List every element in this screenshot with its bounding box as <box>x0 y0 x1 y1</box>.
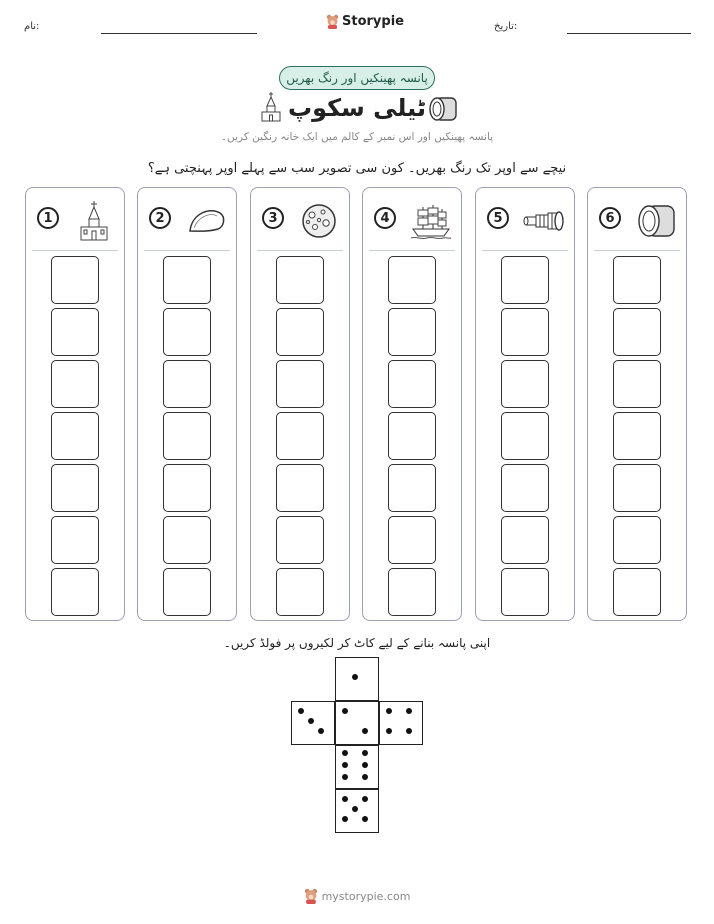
color-box[interactable] <box>388 360 436 408</box>
dice-pip <box>342 816 348 822</box>
date-label: تاریخ: <box>494 21 518 32</box>
column-divider <box>369 250 455 251</box>
dice-face-4 <box>379 701 423 745</box>
lens-title-icon <box>428 96 458 122</box>
dice-pip <box>298 708 304 714</box>
brand-name: Storypie <box>342 14 404 29</box>
color-box[interactable] <box>501 516 549 564</box>
color-box[interactable] <box>613 516 661 564</box>
color-box[interactable] <box>501 412 549 460</box>
dice-pip <box>342 796 348 802</box>
dice-pip <box>342 750 348 756</box>
color-box[interactable] <box>163 256 211 304</box>
color-box[interactable] <box>163 516 211 564</box>
dice-pip <box>362 750 368 756</box>
color-box[interactable] <box>276 464 324 512</box>
column-divider <box>594 250 680 251</box>
color-box[interactable] <box>51 464 99 512</box>
color-box[interactable] <box>388 568 436 616</box>
dice-face-2 <box>335 701 379 745</box>
dice-face-1 <box>335 657 379 701</box>
color-box[interactable] <box>501 568 549 616</box>
color-box[interactable] <box>613 412 661 460</box>
footer-site: mystorypie.com <box>321 889 411 903</box>
column-divider <box>144 250 230 251</box>
color-box[interactable] <box>388 308 436 356</box>
color-box[interactable] <box>51 256 99 304</box>
name-line <box>101 33 257 34</box>
color-box[interactable] <box>276 412 324 460</box>
color-box[interactable] <box>51 516 99 564</box>
dice-pip <box>342 774 348 780</box>
column-divider <box>32 250 118 251</box>
footer <box>0 888 714 904</box>
color-box[interactable] <box>51 568 99 616</box>
column-number: 4 <box>374 207 396 229</box>
color-box[interactable] <box>613 568 661 616</box>
color-box[interactable] <box>163 464 211 512</box>
color-box[interactable] <box>276 360 324 408</box>
color-box[interactable] <box>276 256 324 304</box>
full-moon-icon <box>297 201 341 241</box>
dice-pip <box>318 728 324 734</box>
color-box[interactable] <box>276 308 324 356</box>
color-box[interactable] <box>276 516 324 564</box>
color-box[interactable] <box>613 308 661 356</box>
dice-pip <box>342 708 348 714</box>
color-box[interactable] <box>613 464 661 512</box>
brand-logo <box>326 14 404 29</box>
column-number: 6 <box>599 207 621 229</box>
color-box[interactable] <box>613 256 661 304</box>
moon-icon <box>184 201 228 241</box>
column-divider <box>257 250 343 251</box>
color-box[interactable] <box>163 412 211 460</box>
dice-face-5 <box>335 789 379 833</box>
dice-pip <box>362 816 368 822</box>
dice-pip <box>406 708 412 714</box>
column-4 <box>362 187 462 621</box>
column-1 <box>25 187 125 621</box>
dice-pip <box>386 708 392 714</box>
color-box[interactable] <box>501 464 549 512</box>
dice-pip <box>342 762 348 768</box>
dice-pip <box>362 762 368 768</box>
color-box[interactable] <box>388 412 436 460</box>
dice-pip <box>386 728 392 734</box>
column-6 <box>587 187 687 621</box>
ship-icon <box>409 201 453 241</box>
bear-icon <box>326 14 339 29</box>
color-box[interactable] <box>388 516 436 564</box>
bear-footer-icon <box>304 888 318 904</box>
color-box[interactable] <box>501 256 549 304</box>
color-box[interactable] <box>163 568 211 616</box>
column-number: 1 <box>37 207 59 229</box>
dice-pip <box>406 728 412 734</box>
column-divider <box>482 250 568 251</box>
column-3 <box>250 187 350 621</box>
dice-pip <box>362 774 368 780</box>
dice-pip <box>308 718 314 724</box>
color-box[interactable] <box>613 360 661 408</box>
dice-pip <box>362 796 368 802</box>
spyglass-icon <box>522 201 566 241</box>
color-box[interactable] <box>51 308 99 356</box>
color-box[interactable] <box>501 360 549 408</box>
dice-pip <box>352 806 358 812</box>
fold-instruction: اپنی پانسہ بنانے کے لیے کاٹ کر لکیروں پر فولڈ کریں۔ <box>223 636 491 650</box>
color-box[interactable] <box>388 464 436 512</box>
color-box[interactable] <box>163 308 211 356</box>
dice-pip <box>362 728 368 734</box>
color-box[interactable] <box>388 256 436 304</box>
column-number: 2 <box>149 207 171 229</box>
color-box[interactable] <box>501 308 549 356</box>
worksheet-subtitle: پانسہ پھینکیں اور اس نمبر کے کالم میں ایک خانہ رنگین کریں۔ <box>220 131 494 143</box>
column-number: 3 <box>262 207 284 229</box>
color-box[interactable] <box>51 360 99 408</box>
worksheet-instruction: نیچے سے اوپر تک رنگ بھریں۔ کون سی تصویر سب سے پہلے اوپر پہنچتی ہے؟ <box>147 161 567 176</box>
column-5 <box>475 187 575 621</box>
activity-tag-text: پانسہ پھینکیں اور رنگ بھریں <box>286 71 428 85</box>
dice-face-3 <box>291 701 335 745</box>
dice-face-6 <box>335 745 379 789</box>
activity-tag <box>279 66 435 90</box>
column-number: 5 <box>487 207 509 229</box>
color-box[interactable] <box>163 360 211 408</box>
lens-icon <box>634 201 678 241</box>
column-2 <box>137 187 237 621</box>
church-icon <box>72 201 116 241</box>
dice-pip <box>352 674 358 680</box>
color-box[interactable] <box>51 412 99 460</box>
color-box[interactable] <box>276 568 324 616</box>
date-line <box>567 33 691 34</box>
worksheet-title: ٹیلی سکوپ <box>288 94 426 122</box>
name-label: نام: <box>24 21 40 32</box>
